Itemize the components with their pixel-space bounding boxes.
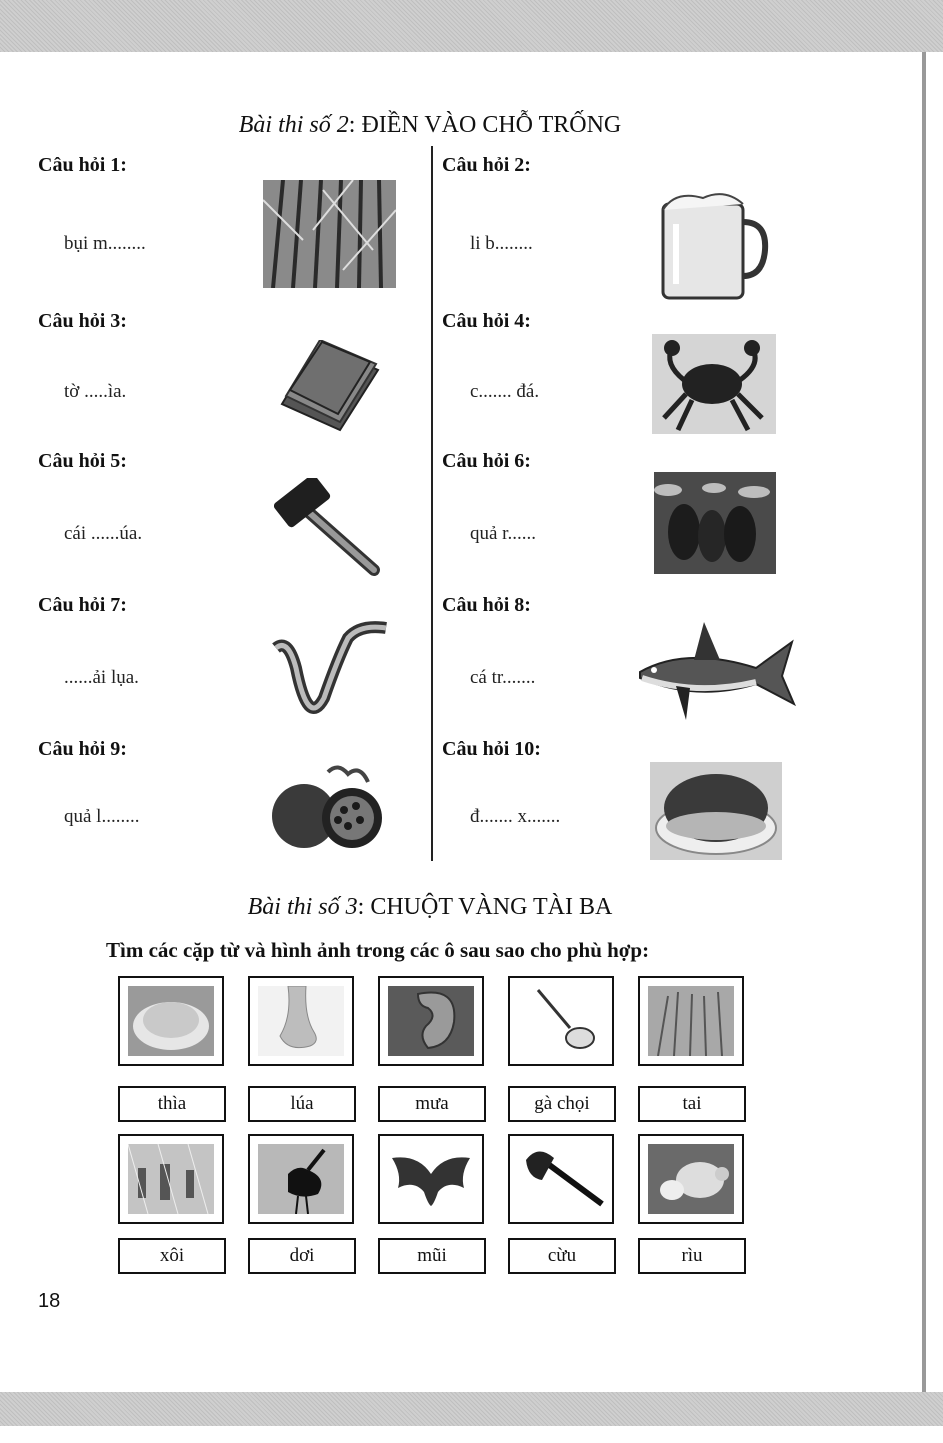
word-box[interactable]: tai xyxy=(638,1086,746,1122)
bat-icon[interactable] xyxy=(378,1134,484,1224)
question-2-blank: li b........ xyxy=(470,233,533,254)
sheep-icon[interactable] xyxy=(638,1134,744,1224)
question-4-label: Câu hỏi 4: xyxy=(442,310,531,332)
question-2-label: Câu hỏi 2: xyxy=(442,154,531,176)
paper-sheets-icon xyxy=(278,340,382,432)
question-8-blank: cá tr....... xyxy=(470,667,536,688)
scan-bottom-band xyxy=(0,1392,943,1426)
word-box[interactable]: thìa xyxy=(118,1086,226,1122)
crab-icon xyxy=(652,334,776,434)
bird-icon[interactable] xyxy=(248,1134,354,1224)
pomegranate-icon xyxy=(268,762,396,860)
question-1-label: Câu hỏi 1: xyxy=(38,154,127,176)
sticky-rice-bowl-icon[interactable] xyxy=(118,976,224,1066)
nose-icon[interactable] xyxy=(248,976,354,1066)
question-4-blank: c....... đá. xyxy=(470,381,540,402)
exam3-instruction: Tìm các cặp từ và hình ảnh trong các ô sau sao cho phù hợp: xyxy=(106,938,650,962)
rice-plant-icon[interactable] xyxy=(638,976,744,1066)
word-box[interactable]: dơi xyxy=(248,1238,356,1274)
word-box[interactable]: mưa xyxy=(378,1086,486,1122)
question-9-blank: quả l........ xyxy=(64,806,140,827)
question-3-blank: tờ .....ìa. xyxy=(64,381,127,402)
question-7-label: Câu hỏi 7: xyxy=(38,594,127,616)
exam2-title xyxy=(0,112,860,139)
fish-icon xyxy=(636,620,796,724)
column-divider xyxy=(431,146,433,861)
rain-scene-icon[interactable] xyxy=(118,1134,224,1224)
axe-icon[interactable] xyxy=(508,1134,614,1224)
question-5-blank: cái ......úa. xyxy=(64,523,143,544)
fruit-tree-icon xyxy=(654,472,776,574)
question-6-blank: quả r...... xyxy=(470,523,536,544)
exam2-title-prefix: Bài thi số 2 xyxy=(238,112,349,138)
word-box[interactable]: rìu xyxy=(638,1238,746,1274)
question-1-blank: bụi m........ xyxy=(64,233,146,254)
page-number: 18 xyxy=(38,1290,61,1312)
sugarcane-icon xyxy=(263,180,396,288)
question-3-label: Câu hỏi 3: xyxy=(38,310,127,332)
exam3-title-main: : CHUỘT VÀNG TÀI BA xyxy=(357,894,613,920)
word-box[interactable]: mũi xyxy=(378,1238,486,1274)
word-box[interactable]: lúa xyxy=(248,1086,356,1122)
spoon-icon[interactable] xyxy=(508,976,614,1066)
question-10-blank: đ....... x....... xyxy=(470,806,561,827)
sticky-rice-cake-icon xyxy=(650,762,782,860)
exam2-title-main: : ĐIỀN VÀO CHỖ TRỐNG xyxy=(348,112,622,138)
question-6-label: Câu hỏi 6: xyxy=(442,450,531,472)
question-8-label: Câu hỏi 8: xyxy=(442,594,531,616)
exam3-title-prefix: Bài thi số 3 xyxy=(247,894,358,920)
word-box[interactable]: cừu xyxy=(508,1238,616,1274)
exam3-title xyxy=(0,894,860,921)
beer-mug-icon xyxy=(655,184,770,302)
question-7-blank: ......ải lụa. xyxy=(64,667,139,688)
question-5-label: Câu hỏi 5: xyxy=(38,450,127,472)
scan-top-band xyxy=(0,0,943,52)
word-box[interactable]: gà chọi xyxy=(508,1086,616,1122)
silk-ribbon-icon xyxy=(268,618,392,728)
hammer-icon xyxy=(274,478,384,578)
question-10-label: Câu hỏi 10: xyxy=(442,738,541,760)
word-box[interactable]: xôi xyxy=(118,1238,226,1274)
question-9-label: Câu hỏi 9: xyxy=(38,738,127,760)
page-edge xyxy=(922,52,926,1392)
ear-icon[interactable] xyxy=(378,976,484,1066)
